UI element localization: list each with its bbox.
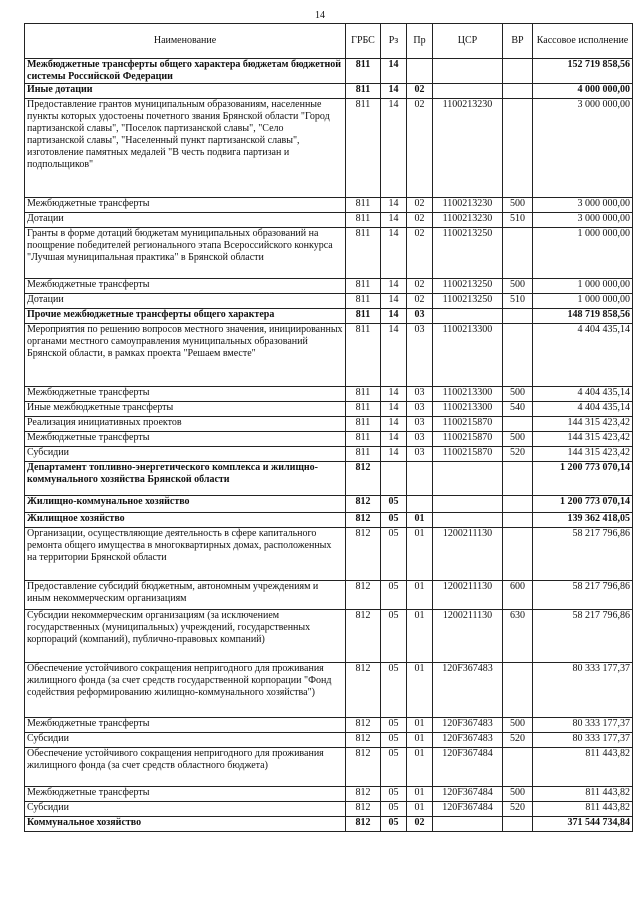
cell-amount: 811 443,82 bbox=[533, 802, 633, 817]
cell-amount: 1 000 000,00 bbox=[533, 228, 633, 279]
cell-vr: 500 bbox=[503, 279, 533, 294]
cell-rz: 05 bbox=[381, 610, 407, 663]
cell-vr: 500 bbox=[503, 718, 533, 733]
cell-amount: 144 315 423,42 bbox=[533, 417, 633, 432]
cell-csr: 1200211130 bbox=[433, 610, 503, 663]
cell-vr: 630 bbox=[503, 610, 533, 663]
cell-vr bbox=[503, 84, 533, 99]
cell-csr: 120F367484 bbox=[433, 787, 503, 802]
cell-rz: 05 bbox=[381, 718, 407, 733]
table-row bbox=[25, 663, 633, 718]
cell-rz: 14 bbox=[381, 309, 407, 324]
cell-vr bbox=[503, 817, 533, 832]
cell-pr: 03 bbox=[407, 402, 433, 417]
cell-amount: 80 333 177,37 bbox=[533, 733, 633, 748]
cell-name: Межбюджетные трансферты bbox=[25, 787, 346, 802]
table-row bbox=[25, 718, 633, 733]
cell-name: Дотации bbox=[25, 213, 346, 228]
cell-amount: 811 443,82 bbox=[533, 787, 633, 802]
header-amount: Кассовое исполнение bbox=[533, 24, 633, 59]
cell-name: Субсидии bbox=[25, 802, 346, 817]
cell-pr: 03 bbox=[407, 417, 433, 432]
cell-csr: 1100213230 bbox=[433, 198, 503, 213]
cell-name: Межбюджетные трансферты bbox=[25, 432, 346, 447]
cell-csr: 1100213300 bbox=[433, 402, 503, 417]
table-row bbox=[25, 417, 633, 432]
cell-amount: 152 719 858,56 bbox=[533, 59, 633, 84]
table-row bbox=[25, 84, 633, 99]
cell-csr bbox=[433, 84, 503, 99]
cell-name: Межбюджетные трансферты bbox=[25, 198, 346, 213]
table-row bbox=[25, 496, 633, 513]
cell-name: Гранты в форме дотаций бюджетам муниципальных образований на поощрение победителей регионального этапа Всероссийского конкурса "Лучшая муниципальная практика" в Брянской области bbox=[25, 228, 346, 279]
cell-amount: 3 000 000,00 bbox=[533, 99, 633, 198]
cell-pr: 01 bbox=[407, 718, 433, 733]
cell-name: Иные межбюджетные трансферты bbox=[25, 402, 346, 417]
cell-amount: 58 217 796,86 bbox=[533, 581, 633, 610]
cell-rz: 14 bbox=[381, 432, 407, 447]
cell-name: Иные дотации bbox=[25, 84, 346, 99]
header-vr: ВР bbox=[503, 24, 533, 59]
cell-grbs: 812 bbox=[346, 581, 381, 610]
cell-amount: 1 200 773 070,14 bbox=[533, 496, 633, 513]
cell-name: Жилищное хозяйство bbox=[25, 513, 346, 528]
cell-amount: 58 217 796,86 bbox=[533, 610, 633, 663]
cell-pr: 03 bbox=[407, 432, 433, 447]
table-row bbox=[25, 387, 633, 402]
table-row bbox=[25, 528, 633, 581]
cell-grbs: 812 bbox=[346, 787, 381, 802]
cell-pr: 01 bbox=[407, 748, 433, 787]
cell-name: Межбюджетные трансферты общего характера бюджетам бюджетной системы Российской Федерации bbox=[25, 59, 346, 84]
cell-vr: 520 bbox=[503, 447, 533, 462]
cell-pr: 02 bbox=[407, 84, 433, 99]
cell-grbs: 812 bbox=[346, 610, 381, 663]
cell-vr bbox=[503, 663, 533, 718]
table-row bbox=[25, 733, 633, 748]
cell-pr: 01 bbox=[407, 513, 433, 528]
cell-amount: 4 404 435,14 bbox=[533, 402, 633, 417]
cell-amount: 58 217 796,86 bbox=[533, 528, 633, 581]
cell-name: Субсидии bbox=[25, 447, 346, 462]
cell-rz: 14 bbox=[381, 417, 407, 432]
cell-rz: 14 bbox=[381, 279, 407, 294]
cell-vr: 520 bbox=[503, 802, 533, 817]
cell-vr bbox=[503, 324, 533, 387]
cell-pr: 02 bbox=[407, 228, 433, 279]
cell-rz bbox=[381, 462, 407, 496]
cell-csr: 1100213300 bbox=[433, 387, 503, 402]
cell-vr bbox=[503, 99, 533, 198]
cell-grbs: 811 bbox=[346, 294, 381, 309]
cell-name: Департамент топливно-энергетического комплекса и жилищно-коммунального хозяйства Брянской области bbox=[25, 462, 346, 496]
cell-csr: 120F367483 bbox=[433, 718, 503, 733]
cell-grbs: 811 bbox=[346, 99, 381, 198]
cell-vr bbox=[503, 417, 533, 432]
cell-rz: 14 bbox=[381, 387, 407, 402]
cell-csr bbox=[433, 496, 503, 513]
cell-vr bbox=[503, 513, 533, 528]
cell-csr: 1200211130 bbox=[433, 528, 503, 581]
cell-pr: 02 bbox=[407, 279, 433, 294]
cell-amount: 4 404 435,14 bbox=[533, 387, 633, 402]
cell-csr bbox=[433, 59, 503, 84]
cell-name: Межбюджетные трансферты bbox=[25, 387, 346, 402]
cell-csr: 1200211130 bbox=[433, 581, 503, 610]
cell-amount: 139 362 418,05 bbox=[533, 513, 633, 528]
cell-pr: 03 bbox=[407, 324, 433, 387]
cell-grbs: 812 bbox=[346, 462, 381, 496]
cell-rz: 05 bbox=[381, 787, 407, 802]
cell-amount: 80 333 177,37 bbox=[533, 663, 633, 718]
table-row bbox=[25, 432, 633, 447]
cell-pr: 02 bbox=[407, 294, 433, 309]
cell-vr: 520 bbox=[503, 733, 533, 748]
cell-grbs: 811 bbox=[346, 213, 381, 228]
cell-grbs: 811 bbox=[346, 228, 381, 279]
table-body bbox=[25, 59, 633, 832]
table-row bbox=[25, 748, 633, 787]
cell-grbs: 812 bbox=[346, 513, 381, 528]
table-row bbox=[25, 228, 633, 279]
cell-pr: 02 bbox=[407, 99, 433, 198]
cell-rz: 14 bbox=[381, 324, 407, 387]
table-row bbox=[25, 59, 633, 84]
cell-pr: 03 bbox=[407, 387, 433, 402]
cell-vr: 500 bbox=[503, 432, 533, 447]
cell-amount: 1 200 773 070,14 bbox=[533, 462, 633, 496]
cell-rz: 05 bbox=[381, 528, 407, 581]
table-row bbox=[25, 462, 633, 496]
cell-pr: 03 bbox=[407, 309, 433, 324]
cell-grbs: 811 bbox=[346, 84, 381, 99]
cell-name: Предоставление субсидий бюджетным, автономным учреждениям и иным некоммерческим организациям bbox=[25, 581, 346, 610]
cell-csr: 1100213300 bbox=[433, 324, 503, 387]
table-row bbox=[25, 802, 633, 817]
cell-vr: 500 bbox=[503, 787, 533, 802]
cell-csr: 1100213230 bbox=[433, 99, 503, 198]
cell-name: Межбюджетные трансферты bbox=[25, 279, 346, 294]
cell-name: Субсидии bbox=[25, 733, 346, 748]
table-row bbox=[25, 402, 633, 417]
cell-pr: 02 bbox=[407, 817, 433, 832]
cell-name: Реализация инициативных проектов bbox=[25, 417, 346, 432]
table-row bbox=[25, 99, 633, 198]
cell-pr: 02 bbox=[407, 213, 433, 228]
cell-pr: 01 bbox=[407, 528, 433, 581]
cell-vr: 500 bbox=[503, 198, 533, 213]
cell-csr bbox=[433, 513, 503, 528]
cell-vr: 600 bbox=[503, 581, 533, 610]
cell-pr bbox=[407, 496, 433, 513]
cell-pr bbox=[407, 59, 433, 84]
cell-csr: 1100213230 bbox=[433, 213, 503, 228]
cell-rz: 05 bbox=[381, 513, 407, 528]
table-row bbox=[25, 198, 633, 213]
cell-pr: 01 bbox=[407, 733, 433, 748]
cell-grbs: 812 bbox=[346, 748, 381, 787]
cell-rz: 05 bbox=[381, 748, 407, 787]
cell-vr: 540 bbox=[503, 402, 533, 417]
cell-amount: 80 333 177,37 bbox=[533, 718, 633, 733]
cell-csr: 120F367484 bbox=[433, 748, 503, 787]
cell-vr: 500 bbox=[503, 387, 533, 402]
cell-vr bbox=[503, 59, 533, 84]
cell-pr bbox=[407, 462, 433, 496]
cell-pr: 01 bbox=[407, 581, 433, 610]
cell-name: Коммунальное хозяйство bbox=[25, 817, 346, 832]
cell-vr bbox=[503, 748, 533, 787]
cell-rz: 05 bbox=[381, 663, 407, 718]
cell-rz: 14 bbox=[381, 402, 407, 417]
cell-amount: 4 000 000,00 bbox=[533, 84, 633, 99]
cell-amount: 148 719 858,56 bbox=[533, 309, 633, 324]
page-number: 14 bbox=[315, 10, 325, 21]
cell-rz: 05 bbox=[381, 496, 407, 513]
cell-vr bbox=[503, 528, 533, 581]
cell-grbs: 811 bbox=[346, 324, 381, 387]
cell-vr bbox=[503, 462, 533, 496]
cell-pr: 01 bbox=[407, 610, 433, 663]
table-row bbox=[25, 817, 633, 832]
cell-grbs: 812 bbox=[346, 802, 381, 817]
cell-name: Обеспечение устойчивого сокращения непригодного для проживания жилищного фонда (за счет средств государственной корпорации "Фонд содействия реформированию жилищно-коммунального хозяйства") bbox=[25, 663, 346, 718]
cell-name: Межбюджетные трансферты bbox=[25, 718, 346, 733]
cell-pr: 03 bbox=[407, 447, 433, 462]
cell-name: Субсидии некоммерческим организациям (за исключением государственных (муниципальных) учреждений, государственных корпораций (компаний), публично-правовых компаний) bbox=[25, 610, 346, 663]
table-row bbox=[25, 324, 633, 387]
cell-vr bbox=[503, 496, 533, 513]
header-pr: Пр bbox=[407, 24, 433, 59]
cell-csr: 1100213250 bbox=[433, 279, 503, 294]
cell-amount: 3 000 000,00 bbox=[533, 213, 633, 228]
cell-rz: 14 bbox=[381, 198, 407, 213]
cell-grbs: 811 bbox=[346, 447, 381, 462]
cell-amount: 4 404 435,14 bbox=[533, 324, 633, 387]
cell-amount: 1 000 000,00 bbox=[533, 294, 633, 309]
cell-name: Предоставление грантов муниципальным образованиям, населенные пункты которых удостоены почетного звания Брянской области "Город партизанской славы", "Поселок партизанской славы", "Село партизанской славы", "Населенный пункт партизанской славы", изготовление памятных медалей "В честь подвига партизан и подпольщиков" bbox=[25, 99, 346, 198]
cell-amount: 3 000 000,00 bbox=[533, 198, 633, 213]
header-grbs: ГРБС bbox=[346, 24, 381, 59]
cell-amount: 144 315 423,42 bbox=[533, 447, 633, 462]
table-header-row bbox=[25, 24, 633, 59]
budget-execution-table bbox=[24, 23, 633, 832]
cell-grbs: 811 bbox=[346, 417, 381, 432]
cell-grbs: 811 bbox=[346, 279, 381, 294]
header-csr: ЦСР bbox=[433, 24, 503, 59]
cell-grbs: 812 bbox=[346, 733, 381, 748]
cell-rz: 14 bbox=[381, 99, 407, 198]
cell-rz: 14 bbox=[381, 228, 407, 279]
cell-rz: 14 bbox=[381, 294, 407, 309]
cell-grbs: 811 bbox=[346, 402, 381, 417]
cell-grbs: 811 bbox=[346, 59, 381, 84]
cell-csr bbox=[433, 817, 503, 832]
header-rz: Рз bbox=[381, 24, 407, 59]
table-row bbox=[25, 513, 633, 528]
cell-pr: 01 bbox=[407, 663, 433, 718]
cell-csr: 1100213250 bbox=[433, 294, 503, 309]
cell-name: Мероприятия по решению вопросов местного значения, инициированных органами местного самоуправления муниципальных образований Брянской области, в рамках проекта "Решаем вместе" bbox=[25, 324, 346, 387]
cell-vr: 510 bbox=[503, 294, 533, 309]
cell-name: Жилищно-коммунальное хозяйство bbox=[25, 496, 346, 513]
cell-csr: 1100215870 bbox=[433, 447, 503, 462]
cell-csr: 1100215870 bbox=[433, 417, 503, 432]
cell-vr: 510 bbox=[503, 213, 533, 228]
cell-pr: 01 bbox=[407, 787, 433, 802]
table-row bbox=[25, 213, 633, 228]
cell-rz: 14 bbox=[381, 84, 407, 99]
cell-name: Прочие межбюджетные трансферты общего характера bbox=[25, 309, 346, 324]
cell-rz: 05 bbox=[381, 802, 407, 817]
cell-name: Дотации bbox=[25, 294, 346, 309]
cell-rz: 05 bbox=[381, 817, 407, 832]
cell-grbs: 811 bbox=[346, 432, 381, 447]
cell-rz: 14 bbox=[381, 447, 407, 462]
cell-rz: 14 bbox=[381, 59, 407, 84]
cell-name: Организации, осуществляющие деятельность в сфере капитального ремонта общего имущества в многоквартирных домах, расположенных на территории Брянской области bbox=[25, 528, 346, 581]
table-row bbox=[25, 610, 633, 663]
cell-grbs: 812 bbox=[346, 718, 381, 733]
cell-amount: 811 443,82 bbox=[533, 748, 633, 787]
table-row bbox=[25, 309, 633, 324]
cell-rz: 05 bbox=[381, 581, 407, 610]
header-name: Наименование bbox=[25, 24, 346, 59]
cell-amount: 144 315 423,42 bbox=[533, 432, 633, 447]
cell-vr bbox=[503, 228, 533, 279]
cell-amount: 371 544 734,84 bbox=[533, 817, 633, 832]
cell-amount: 1 000 000,00 bbox=[533, 279, 633, 294]
cell-grbs: 811 bbox=[346, 309, 381, 324]
cell-csr bbox=[433, 462, 503, 496]
table-row bbox=[25, 787, 633, 802]
cell-rz: 05 bbox=[381, 733, 407, 748]
cell-grbs: 812 bbox=[346, 663, 381, 718]
cell-grbs: 812 bbox=[346, 496, 381, 513]
cell-rz: 14 bbox=[381, 213, 407, 228]
cell-pr: 02 bbox=[407, 198, 433, 213]
cell-pr: 01 bbox=[407, 802, 433, 817]
table-row bbox=[25, 447, 633, 462]
cell-grbs: 812 bbox=[346, 528, 381, 581]
cell-vr bbox=[503, 309, 533, 324]
cell-csr: 1100215870 bbox=[433, 432, 503, 447]
cell-csr: 120F367483 bbox=[433, 733, 503, 748]
cell-grbs: 811 bbox=[346, 198, 381, 213]
cell-name: Обеспечение устойчивого сокращения непригодного для проживания жилищного фонда (за счет средств областного бюджета) bbox=[25, 748, 346, 787]
cell-csr: 120F367483 bbox=[433, 663, 503, 718]
cell-csr bbox=[433, 309, 503, 324]
cell-csr: 120F367484 bbox=[433, 802, 503, 817]
cell-csr: 1100213250 bbox=[433, 228, 503, 279]
table-row bbox=[25, 279, 633, 294]
cell-grbs: 812 bbox=[346, 817, 381, 832]
table-row bbox=[25, 581, 633, 610]
cell-grbs: 811 bbox=[346, 387, 381, 402]
table-row bbox=[25, 294, 633, 309]
